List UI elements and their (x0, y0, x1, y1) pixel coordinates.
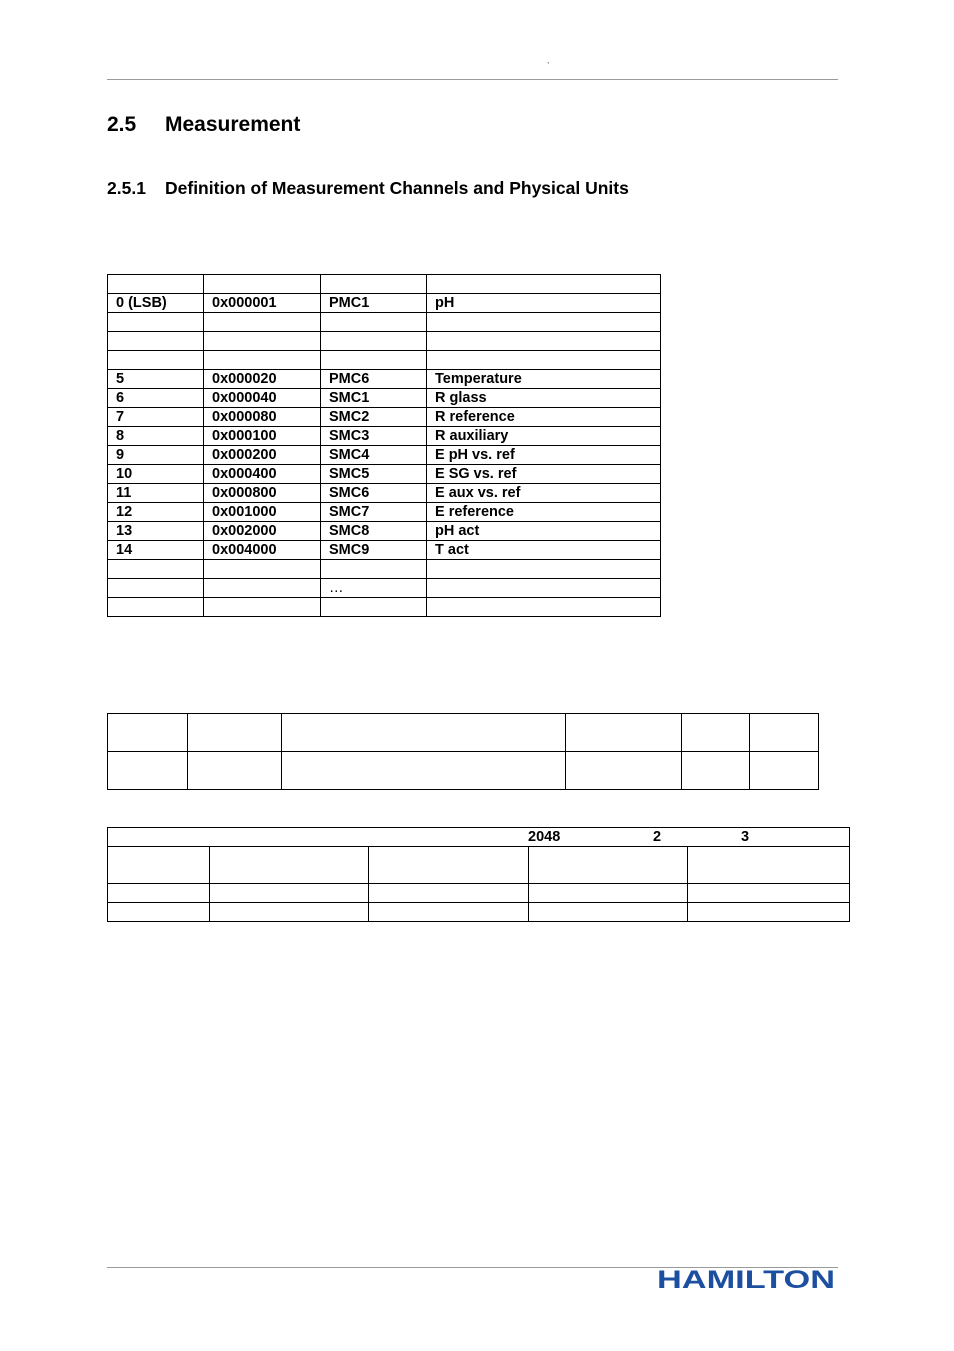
table-cell: E aux vs. ref (427, 484, 661, 503)
table-cell: 10 (108, 465, 204, 484)
table-row (108, 351, 661, 370)
table-cell (529, 903, 688, 922)
table-cell: 0x000001 (204, 294, 321, 313)
subsection-heading (107, 178, 629, 199)
table-cell (204, 598, 321, 617)
table-cell (321, 313, 427, 332)
register-value: 2 (653, 829, 662, 845)
subsection-number: 2.5.1 (107, 178, 146, 198)
table-cell (282, 752, 566, 790)
table-cell: 6 (108, 389, 204, 408)
section-title: Measurement (165, 113, 301, 136)
table-cell: SMC9 (321, 541, 427, 560)
table-cell (427, 332, 661, 351)
table-cell (427, 275, 661, 294)
table-cell (369, 847, 529, 884)
table-cell: SMC5 (321, 465, 427, 484)
table-row (108, 389, 661, 408)
table-cell (682, 714, 750, 752)
table-cell: T act (427, 541, 661, 560)
table-row (108, 884, 850, 903)
table-cell: SMC1 (321, 389, 427, 408)
table-cell: 13 (108, 522, 204, 541)
table-cell (427, 579, 661, 598)
table-cell (108, 332, 204, 351)
table-row (108, 560, 661, 579)
register-value: 3 (741, 829, 750, 845)
table-cell (204, 560, 321, 579)
table-cell (204, 579, 321, 598)
table-cell (188, 752, 282, 790)
table-cell: 0x001000 (204, 503, 321, 522)
table-cell (108, 884, 210, 903)
table-row (108, 408, 661, 427)
section-number: 2.5 (107, 113, 137, 136)
table-row (108, 752, 819, 790)
table-cell: 0x000800 (204, 484, 321, 503)
table-cell: … (321, 579, 427, 598)
table-cell (108, 579, 204, 598)
table-cell: 0x000400 (204, 465, 321, 484)
subsection-title: Definition of Measurement Channels and Physical Units (165, 178, 629, 198)
table-cell (688, 847, 850, 884)
table-cell (108, 560, 204, 579)
table-cell: 11 (108, 484, 204, 503)
table-cell (688, 903, 850, 922)
table-cell (321, 351, 427, 370)
table-cell: E pH vs. ref (427, 446, 661, 465)
table-cell: 0x002000 (204, 522, 321, 541)
table-cell: SMC2 (321, 408, 427, 427)
table-cell (108, 714, 188, 752)
table-row (108, 370, 661, 389)
table-cell (750, 714, 819, 752)
table-cell: E reference (427, 503, 661, 522)
table-cell: 0x000040 (204, 389, 321, 408)
table-cell (108, 313, 204, 332)
table-row (108, 847, 850, 884)
table-cell (188, 714, 282, 752)
table-cell: 0x000020 (204, 370, 321, 389)
table-cell (204, 275, 321, 294)
section-heading (107, 113, 300, 137)
table-cell: R glass (427, 389, 661, 408)
table-cell (108, 275, 204, 294)
table-row (108, 828, 850, 847)
table-cell: SMC3 (321, 427, 427, 446)
table-cell (321, 275, 427, 294)
table-cell (204, 313, 321, 332)
table-cell (682, 752, 750, 790)
table-cell: PMC6 (321, 370, 427, 389)
table-cell (529, 884, 688, 903)
table-row (108, 579, 661, 598)
table-cell: 0x004000 (204, 541, 321, 560)
table-cell: SMC4 (321, 446, 427, 465)
table-row (108, 427, 661, 446)
table-cell (369, 903, 529, 922)
table-cell (204, 351, 321, 370)
table-cell (282, 714, 566, 752)
table-row (108, 446, 661, 465)
table-cell (427, 351, 661, 370)
table-cell: 0x000080 (204, 408, 321, 427)
header-rule (107, 79, 838, 80)
register-value: 2048 (528, 829, 561, 845)
table-cell: 9 (108, 446, 204, 465)
table-cell: pH act (427, 522, 661, 541)
register-table (107, 827, 850, 922)
table-cell: 8 (108, 427, 204, 446)
table-cell: PMC1 (321, 294, 427, 313)
table-row (108, 503, 661, 522)
table-cell: 12 (108, 503, 204, 522)
table-row (108, 541, 661, 560)
table-cell: SMC6 (321, 484, 427, 503)
table-row (108, 903, 850, 922)
table-row (108, 332, 661, 351)
table-cell: R auxiliary (427, 427, 661, 446)
table-cell (108, 847, 210, 884)
channels-table (107, 274, 661, 617)
table-cell: 5 (108, 370, 204, 389)
table-cell: 0 (LSB) (108, 294, 204, 313)
table-cell (210, 847, 369, 884)
table-row (108, 275, 661, 294)
table-cell (369, 884, 529, 903)
table-cell (204, 332, 321, 351)
table-row (108, 714, 819, 752)
table-cell: E SG vs. ref (427, 465, 661, 484)
table-cell (108, 598, 204, 617)
table-row (108, 598, 661, 617)
table-cell (427, 313, 661, 332)
units-table (107, 713, 819, 790)
register-header-cell (108, 828, 850, 847)
table-cell: 0x000100 (204, 427, 321, 446)
header-mark: , (547, 56, 550, 65)
table-cell: 0x000200 (204, 446, 321, 465)
table-cell: R reference (427, 408, 661, 427)
table-cell (688, 884, 850, 903)
table-row (108, 484, 661, 503)
table-cell (108, 752, 188, 790)
hamilton-logo (657, 1266, 837, 1292)
table-cell (210, 884, 369, 903)
table-cell (750, 752, 819, 790)
table-cell (321, 332, 427, 351)
table-cell (566, 752, 682, 790)
table-cell: 14 (108, 541, 204, 560)
table-row (108, 522, 661, 541)
table-cell (210, 903, 369, 922)
table-cell (108, 351, 204, 370)
table-cell: SMC8 (321, 522, 427, 541)
table-cell: 7 (108, 408, 204, 427)
logo-text: HAMILTON (657, 1266, 835, 1292)
table-cell: Temperature (427, 370, 661, 389)
table-cell: SMC7 (321, 503, 427, 522)
table-cell (321, 560, 427, 579)
table-row (108, 313, 661, 332)
table-cell (566, 714, 682, 752)
table-cell (321, 598, 427, 617)
table-cell (108, 903, 210, 922)
table-cell (427, 560, 661, 579)
table-row (108, 465, 661, 484)
table-row (108, 294, 661, 313)
table-cell: pH (427, 294, 661, 313)
table-cell (427, 598, 661, 617)
table-cell (529, 847, 688, 884)
